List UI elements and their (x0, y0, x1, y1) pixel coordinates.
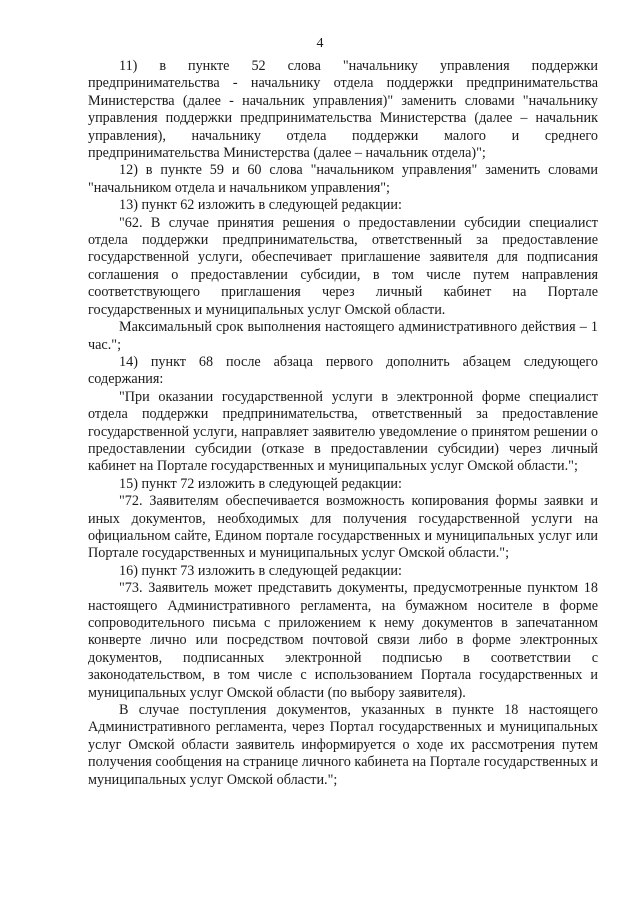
paragraph-item-11: 11) в пункте 52 слова "начальнику управления поддержки предпринимательства - начальнику отдела поддержки предпринимательства Министерства (далее - начальник управления)" заменить словами "начальнику управления поддержки предпринимательства Министерства (далее – начальник управления), начальнику отдела поддержки малого и среднего предпринимательства Министерства (далее – начальник отдела)"; (88, 58, 598, 162)
paragraph-item-13: 13) пункт 62 изложить в следующей редакции: (119, 197, 402, 214)
paragraph-item-14: 14) пункт 68 после абзаца первого дополнить абзацем следующего содержания: (88, 353, 598, 388)
quoted-clause-62: "62. В случае принятия решения о предоставлении субсидии специалист отдела поддержки предпринимательства, ответственный за предоставление государственной услуги, обеспечивает приглашение заявителя для подписания соглашения о предоставлении субсидии, в том числе путем направления соответствующего приглашения через личный кабинет на Портале государственных и муниципальных услуг Омской области. (88, 214, 598, 318)
page-number: 4 (316, 36, 324, 51)
quoted-clause-68-addition: "При оказании государственной услуги в электронной форме специалист отдела поддержки предпринимательства, ответственный за предоставление государственной услуги, направляет заявителю уведомление о принятом решении о предоставлении субсидии (отказе в предоставлении субсидии) через личный кабинет на Портале государственных и муниципальных услуг Омской области."; (88, 388, 598, 475)
quoted-clause-73: "73. Заявитель может представить документы, предусмотренные пунктом 18 настоящего Административного регламента, на бумажном носителе в форме сопроводительного письма с приложением к нему документов в запечатанном конверте лично или посредством почтовой связи либо в форме электронных документов, подписанных электронной подписью в соответствии с законодательством, в том числе с использованием Портала государственных и муниципальных услуг Омской области (по выбору заявителя). (88, 580, 598, 701)
paragraph-item-15: 15) пункт 72 изложить в следующей редакции: (119, 475, 402, 492)
paragraph-item-12: 12) в пункте 59 и 60 слова "начальником управления" заменить словами "начальником отдела и начальником управления"; (88, 162, 598, 196)
quoted-clause-72: "72. Заявителям обеспечивается возможность копирования формы заявки и иных документов, необходимых для получения государственной услуги на официальном сайте, Едином портале государственных и муниципальных услуг или Портале государственных и муниципальных услуг Омской области."; (88, 493, 598, 562)
paragraph-item-16: 16) пункт 73 изложить в следующей редакции: (119, 562, 402, 579)
document-body (88, 58, 598, 789)
quoted-clause-62-deadline: Максимальный срок выполнения настоящего административного действия – 1 час."; (88, 319, 598, 353)
quoted-clause-73-portal: В случае поступления документов, указанных в пункте 18 настоящего Административного регламента, через Портал государственных и муниципальных услуг Омской области заявитель информируется о ходе их рассмотрения путем получения сообщения на странице личного кабинета на Портале государственных и муниципальных услуг Омской области."; (88, 702, 598, 788)
